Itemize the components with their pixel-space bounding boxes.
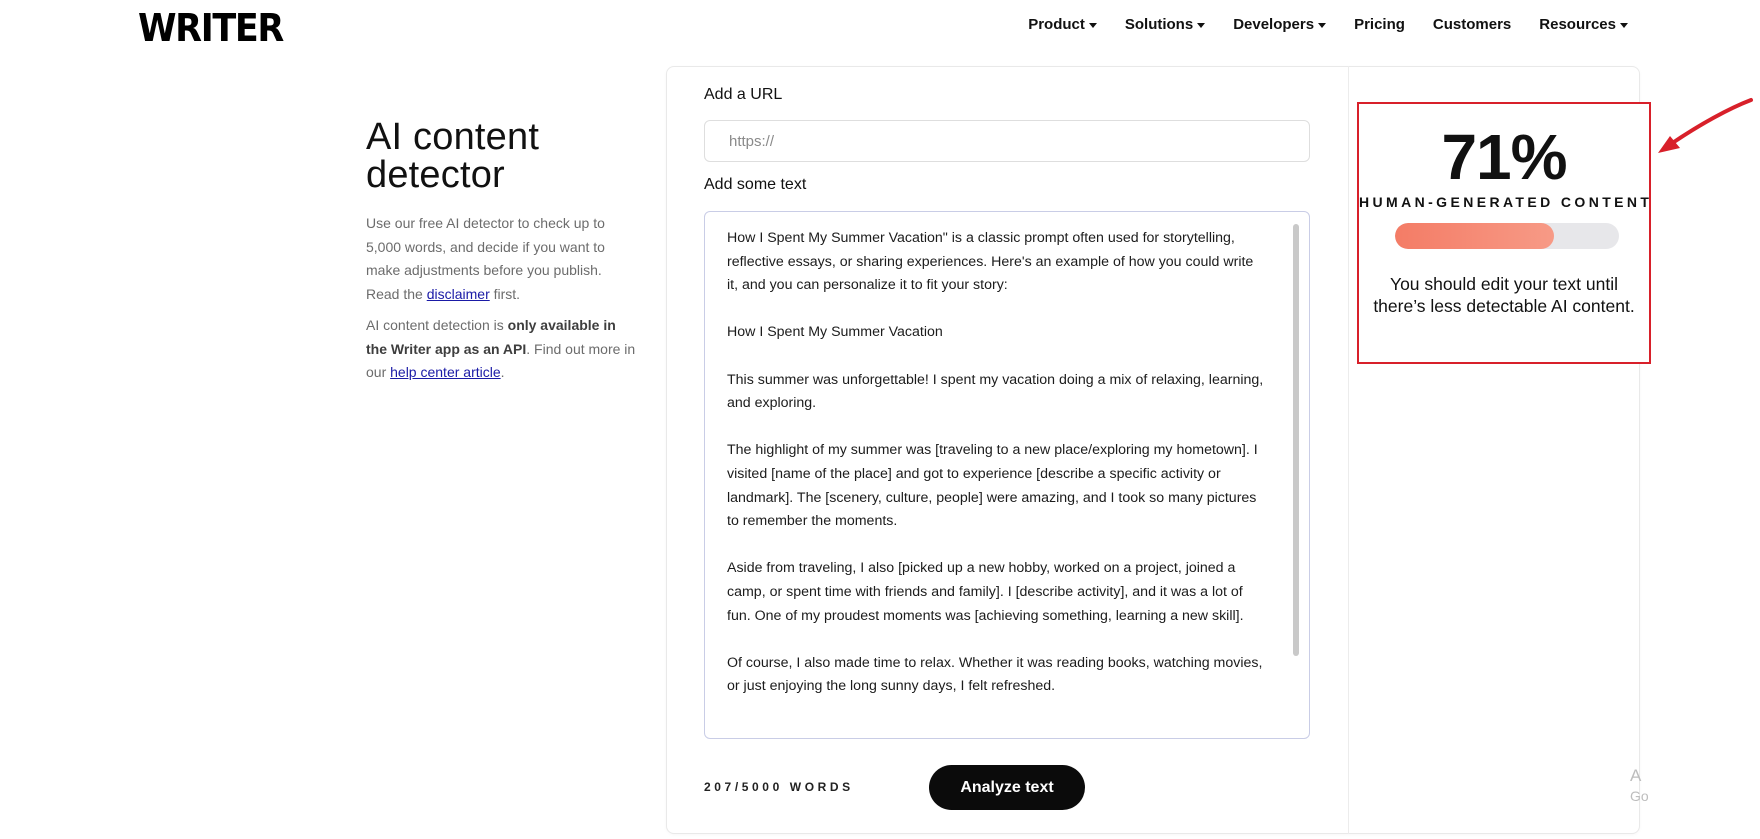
help-center-link[interactable]: help center article	[390, 364, 501, 380]
text-paragraph: The highlight of my summer was [traveling to a new place/exploring my hometown]. I visited [name of the place] and got to experience [describe a specific activity or landmark]. The [scenery, culture, people] were amazing, and I took so many pictures to remember the moments.	[727, 442, 1258, 530]
intro-api-note	[366, 314, 636, 385]
page-title-line1: AI content	[366, 116, 540, 158]
caret-down-icon	[1089, 23, 1097, 28]
url-input[interactable]	[704, 120, 1310, 162]
intro-bold-text: only available in the Writer app as an API	[366, 317, 616, 357]
text-paragraph: How I Spent My Summer Vacation	[727, 324, 943, 341]
red-arrow-icon	[1650, 96, 1754, 158]
cutoff-text: A	[1630, 766, 1642, 785]
text-content	[727, 227, 1267, 722]
nav-item-label: Resources	[1539, 16, 1616, 33]
nav-item-pricing[interactable]	[1354, 16, 1405, 33]
score-value: 71%	[1441, 121, 1567, 193]
disclaimer-link[interactable]: disclaimer	[426, 285, 490, 302]
cutoff-widget	[1630, 766, 1649, 806]
word-count: 207/5000 WORDS	[704, 780, 854, 794]
intro-description	[366, 212, 636, 306]
nav-item-product[interactable]	[1028, 16, 1097, 33]
nav-item-developers[interactable]	[1233, 16, 1326, 33]
score-label: HUMAN-GENERATED CONTENT	[1359, 194, 1653, 210]
nav-item-resources[interactable]	[1539, 16, 1628, 33]
text-paragraph: This summer was unforgettable! I spent my vacation doing a mix of relaxing, learning, and exploring.	[727, 371, 1264, 412]
nav-item-label: Pricing	[1354, 16, 1405, 33]
result-advice: You should edit your text until there’s less detectable AI content.	[1373, 274, 1635, 316]
nav-item-label: Product	[1028, 16, 1085, 33]
writer-logo[interactable]: WRITER	[138, 6, 283, 50]
result-panel	[1357, 102, 1651, 364]
nav-item-label: Solutions	[1124, 16, 1194, 33]
intro-text: . Find out more in our	[366, 340, 636, 380]
text-label: Add some text	[704, 176, 807, 193]
page-title	[366, 118, 636, 194]
nav-item-label: Developers	[1233, 16, 1315, 33]
intro-section	[366, 118, 636, 385]
caret-down-icon	[1318, 23, 1326, 28]
text-scrollbar[interactable]	[1293, 224, 1299, 656]
text-input-area[interactable]	[704, 211, 1310, 739]
intro-text: first.	[489, 285, 521, 302]
caret-down-icon	[1197, 23, 1205, 28]
score-progress-fill	[1395, 223, 1554, 249]
caret-down-icon	[1620, 23, 1628, 28]
url-label: Add a URL	[704, 86, 783, 103]
text-paragraph: Of course, I also made time to relax. Whether it was reading books, watching movies, or just enjoying the long sunny days, I felt refreshed.	[727, 654, 1263, 695]
page-title-line2: detector	[366, 154, 505, 196]
nav-item-customers[interactable]	[1433, 16, 1511, 33]
card-divider	[1348, 66, 1349, 834]
intro-text: .	[500, 364, 505, 380]
main-nav	[1028, 16, 1628, 33]
nav-item-label: Customers	[1432, 16, 1512, 33]
score-progress-bar	[1395, 223, 1619, 249]
text-paragraph: How I Spent My Summer Vacation" is a classic prompt often used for storytelling, reflective essays, or sharing experiences. Here's an example of how you could write it, and you can personalize it to fit your story:	[727, 230, 1254, 294]
text-paragraph: Aside from traveling, I also [picked up a new hobby, worked on a project, joined a camp, or spent time with friends and family]. I [describe activity], and it was a lot of fun. One of my proudest moments was [achieving something, learning a new skill].	[727, 560, 1244, 624]
intro-text: Use our free AI detector to check up to 5,000 words, and decide if you want to make adjustments before you publish. Read the	[366, 215, 605, 302]
intro-text: AI content detection is	[366, 317, 508, 333]
cutoff-text: Go	[1630, 788, 1649, 804]
analyze-text-button[interactable]: Analyze text	[929, 765, 1085, 810]
nav-item-solutions[interactable]	[1125, 16, 1205, 33]
